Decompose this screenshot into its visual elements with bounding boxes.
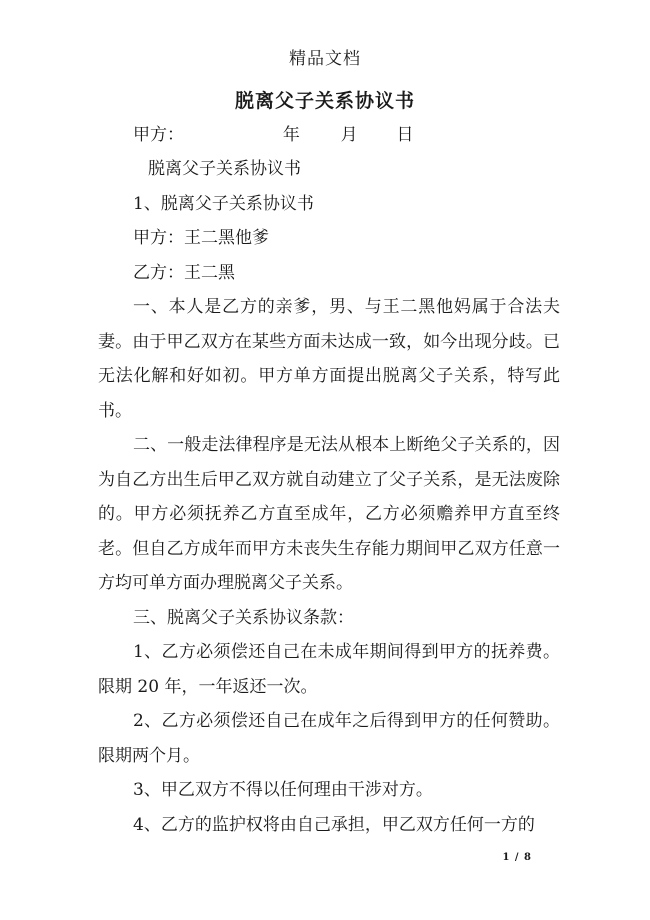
subtitle-line: 脱离父子关系协议书 bbox=[148, 159, 301, 179]
clause-heading: 三、脱离父子关系协议条款： bbox=[133, 607, 354, 628]
clause-item: 1、乙方必须偿还自己在未成年期间得到甲方的抚养费。限期 20 年，一年返还一次。 bbox=[98, 642, 560, 697]
paragraph: 二、一般走法律程序是无法从根本上断绝父子关系的，因为自乙方出生后甲乙双方就自动建立了父子关系，是无法废除的。甲方必须抚养乙方直至成年，乙方必须赡养甲方直至终老。但自乙方成年而甲方未丧失生存能力期间甲乙双方任意一方均可单方面办理脱离父子关系。 bbox=[98, 435, 560, 593]
page-header: 精品文档 bbox=[289, 49, 361, 69]
clause-item: 4、乙方的监护权将由自己承担，甲乙双方任何一方的 bbox=[133, 814, 535, 835]
month-label: 月 bbox=[340, 125, 358, 145]
party-b-line: 乙方：王二黑 bbox=[133, 262, 235, 283]
paragraph: 1、脱离父子关系协议书 bbox=[133, 193, 314, 214]
party-a-line: 甲方：王二黑他爹 bbox=[133, 228, 269, 248]
year-label: 年 bbox=[282, 125, 300, 145]
day-label: 日 bbox=[396, 125, 414, 145]
clause-item: 2、乙方必须偿还自己在成年之后得到甲方的任何赞助。限期两个月。 bbox=[98, 711, 560, 766]
date-line bbox=[133, 120, 413, 145]
paragraph: 一、本人是乙方的亲爹，男、与王二黑他妈属于合法夫妻。由于甲乙双方在某些方面未达成一致，如今出现分歧。已无法化解和好如初。甲方单方面提出脱离父子关系，特写此书。 bbox=[98, 297, 560, 421]
document-title: 脱离父子关系协议书 bbox=[234, 90, 415, 112]
clause-item: 3、甲乙双方不得以任何理由干涉对方。 bbox=[133, 780, 433, 800]
document-body bbox=[98, 152, 560, 842]
party-a-label: 甲方： bbox=[133, 125, 184, 145]
page-number: 1 / 8 bbox=[502, 852, 532, 863]
